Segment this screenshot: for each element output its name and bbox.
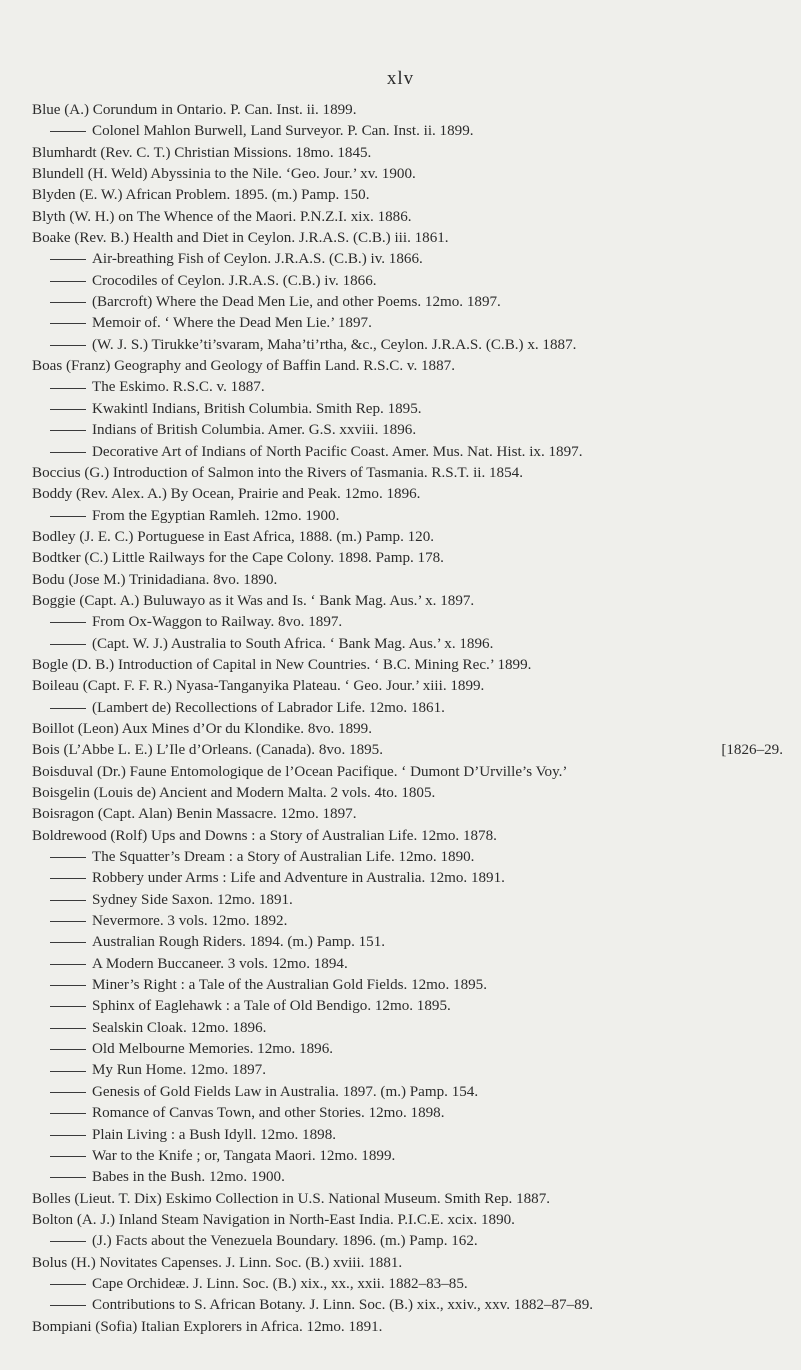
entry-text: Blyden (E. W.) African Problem. 1895. (m.) Pamp. 150.	[32, 187, 370, 204]
ditto-dash	[50, 1241, 86, 1242]
ditto-dash	[50, 452, 86, 453]
bibliography-entry	[32, 868, 783, 889]
ditto-dash	[50, 1006, 86, 1007]
bibliography-entry	[32, 548, 783, 569]
ditto-dash	[50, 259, 86, 260]
entry-text: (J.) Facts about the Venezuela Boundary. 1896. (m.) Pamp. 162.	[92, 1233, 478, 1250]
ditto-dash	[50, 921, 86, 922]
entry-text: Blue (A.) Corundum in Ontario. P. Can. Inst. ii. 1899.	[32, 102, 357, 118]
entry-text: Nevermore. 3 vols. 12mo. 1892.	[92, 913, 288, 930]
entry-text: War to the Knife ; or, Tangata Maori. 12mo. 1899.	[92, 1147, 396, 1164]
entry-text: The Eskimo. R.S.C. v. 1887.	[92, 379, 265, 396]
bibliography-entry	[32, 698, 783, 719]
entry-text: Bolton (A. J.) Inland Steam Navigation in North-East India. P.I.C.E. xcix. 1890.	[32, 1211, 515, 1228]
bibliography-entry	[32, 1317, 783, 1338]
bibliography-entry	[32, 1146, 783, 1167]
ditto-dash	[50, 1113, 86, 1114]
bibliography-entry	[32, 975, 783, 996]
entry-text: Boisgelin (Louis de) Ancient and Modern Malta. 2 vols. 4to. 1805.	[32, 785, 436, 801]
entry-text: Australian Rough Riders. 1894. (m.) Pamp. 151.	[92, 934, 386, 951]
bibliography-entry	[32, 890, 783, 911]
bibliography-entry	[32, 271, 783, 292]
entry-date-range: [1826–29.	[721, 742, 783, 759]
bibliography-entry	[32, 1018, 783, 1039]
bibliography-entry	[32, 164, 783, 185]
bibliography-entry	[32, 847, 783, 868]
entry-text: Bolles (Lieut. T. Dix) Eskimo Collection in U.S. National Museum. Smith Rep. 1887.	[32, 1190, 551, 1207]
entry-text: Decorative Art of Indians of North Pacific Coast. Amer. Mus. Nat. Hist. ix. 1897.	[92, 443, 583, 460]
bibliography-entry	[32, 356, 783, 377]
entry-text: Plain Living : a Bush Idyll. 12mo. 1898.	[92, 1126, 337, 1143]
bibliography-entry	[32, 377, 783, 398]
bibliography-entry	[32, 143, 783, 164]
bibliography-entry	[32, 1082, 783, 1103]
entry-text: Kwakintl Indians, British Columbia. Smith Rep. 1895.	[92, 400, 422, 417]
bibliography-entry	[32, 655, 783, 676]
bibliography-entry	[32, 228, 783, 249]
bibliography-entry	[32, 719, 783, 740]
entry-text: Boileau (Capt. F. F. R.) Nyasa-Tanganyika Plateau. ‘ Geo. Jour.’ xiii. 1899.	[32, 678, 485, 695]
bibliography-entry	[32, 463, 783, 484]
bibliography-entry	[32, 996, 783, 1017]
bibliography-entry	[32, 484, 783, 505]
entry-text: (Capt. W. J.) Australia to South Africa. ‘ Bank Mag. Aus.’ x. 1896.	[92, 635, 494, 652]
entry-text: A Modern Buccaneer. 3 vols. 12mo. 1894.	[92, 955, 348, 972]
entry-text: Boggie (Capt. A.) Buluwayo as it Was and Is. ‘ Bank Mag. Aus.’ x. 1897.	[32, 592, 475, 609]
ditto-dash	[50, 985, 86, 986]
entry-text: Old Melbourne Memories. 12mo. 1896.	[92, 1041, 334, 1058]
bibliography-entry	[32, 804, 783, 825]
ditto-dash	[50, 323, 86, 324]
bibliography-entry	[32, 1167, 783, 1188]
bibliography-entry	[32, 954, 783, 975]
bibliography-entry	[32, 570, 783, 591]
ditto-dash	[50, 409, 86, 410]
ditto-dash	[50, 1284, 86, 1285]
bibliography-entry	[32, 100, 783, 121]
entry-text: Bois (L’Abbe L. E.) L’Ile d’Orleans. (Canada). 8vo. 1895.	[32, 742, 383, 759]
ditto-dash	[50, 622, 86, 623]
entry-text: My Run Home. 12mo. 1897.	[92, 1062, 266, 1079]
entry-text: Boake (Rev. B.) Health and Diet in Ceylon. J.R.A.S. (C.B.) iii. 1861.	[32, 230, 449, 247]
bibliography-entry	[32, 249, 783, 270]
entry-text: Babes in the Bush. 12mo. 1900.	[92, 1169, 285, 1186]
ditto-dash	[50, 964, 86, 965]
bibliography-entry	[32, 1039, 783, 1060]
entry-text: (Barcroft) Where the Dead Men Lie, and other Poems. 12mo. 1897.	[92, 294, 501, 311]
ditto-dash	[50, 1156, 86, 1157]
bibliography-entry	[32, 506, 783, 527]
entry-text: Sealskin Cloak. 12mo. 1896.	[92, 1019, 267, 1036]
entry-text: The Squatter’s Dream : a Story of Australian Life. 12mo. 1890.	[92, 849, 475, 866]
bibliography-entry	[32, 1231, 783, 1252]
entry-text: Sphinx of Eaglehawk : a Tale of Old Bendigo. 12mo. 1895.	[92, 998, 451, 1015]
bibliography-entry	[32, 1125, 783, 1146]
entry-text: Indians of British Columbia. Amer. G.S. xxviii. 1896.	[92, 422, 417, 439]
bibliography-entry	[32, 911, 783, 932]
entry-text: (Lambert de) Recollections of Labrador Life. 12mo. 1861.	[92, 699, 445, 716]
ditto-dash	[50, 1135, 86, 1136]
ditto-dash	[50, 345, 86, 346]
bibliography-entry	[32, 185, 783, 206]
entry-text: From Ox-Waggon to Railway. 8vo. 1897.	[92, 614, 343, 631]
bibliography-entry	[32, 1295, 783, 1316]
bibliography-entry	[32, 932, 783, 953]
bibliography-entry	[32, 121, 783, 142]
entry-text: Blumhardt (Rev. C. T.) Christian Missions. 18mo. 1845.	[32, 144, 372, 161]
entry-text: Boccius (G.) Introduction of Salmon into the Rivers of Tasmania. R.S.T. ii. 1854.	[32, 464, 523, 481]
bibliography-list	[32, 100, 783, 1338]
entry-text: Genesis of Gold Fields Law in Australia. 1897. (m.) Pamp. 154.	[92, 1083, 479, 1100]
entry-text: Bodtker (C.) Little Railways for the Cape Colony. 1898. Pamp. 178.	[32, 550, 444, 567]
ditto-dash	[50, 942, 86, 943]
entry-text: Boas (Franz) Geography and Geology of Baffin Land. R.S.C. v. 1887.	[32, 358, 455, 375]
entry-text: (W. J. S.) Tirukke’ti’svaram, Maha’ti’rtha, &c., Ceylon. J.R.A.S. (C.B.) x. 1887.	[92, 336, 577, 353]
bibliography-entry	[32, 313, 783, 334]
bibliography-entry	[32, 676, 783, 697]
entry-text: Romance of Canvas Town, and other Stories. 12mo. 1898.	[92, 1105, 445, 1122]
bibliography-entry	[32, 826, 783, 847]
bibliography-entry	[32, 591, 783, 612]
bibliography-entry	[32, 1189, 783, 1210]
entry-text: Robbery under Arms : Life and Adventure in Australia. 12mo. 1891.	[92, 870, 505, 887]
ditto-dash	[50, 1092, 86, 1093]
ditto-dash	[50, 1071, 86, 1072]
ditto-dash	[50, 1049, 86, 1050]
ditto-dash	[50, 281, 86, 282]
bibliography-entry	[32, 527, 783, 548]
bibliography-entry	[32, 399, 783, 420]
entry-text: Bodley (J. E. C.) Portuguese in East Africa, 1888. (m.) Pamp. 120.	[32, 528, 435, 545]
entry-text: Colonel Mahlon Burwell, Land Surveyor. P. Can. Inst. ii. 1899.	[92, 123, 474, 140]
ditto-dash	[50, 644, 86, 645]
bibliography-entry	[32, 634, 783, 655]
entry-text: Air-breathing Fish of Ceylon. J.R.A.S. (C.B.) iv. 1866.	[92, 251, 423, 268]
entry-text: Bodu (Jose M.) Trinidadiana. 8vo. 1890.	[32, 571, 278, 588]
ditto-dash	[50, 857, 86, 858]
ditto-dash	[50, 516, 86, 517]
bibliography-entry	[32, 1274, 783, 1295]
entry-text: Bogle (D. B.) Introduction of Capital in New Countries. ‘ B.C. Mining Rec.’ 1899.	[32, 656, 532, 673]
bibliography-entry	[32, 1060, 783, 1081]
ditto-dash	[50, 388, 86, 389]
entry-text: Boisragon (Capt. Alan) Benin Massacre. 12mo. 1897.	[32, 806, 357, 823]
entry-text: Memoir of. ‘ Where the Dead Men Lie.’ 1897.	[92, 315, 372, 332]
bibliography-entry	[32, 207, 783, 228]
bibliography-entry	[32, 335, 783, 356]
bibliography-entry	[32, 612, 783, 633]
entry-text: Miner’s Right : a Tale of the Australian Gold Fields. 12mo. 1895.	[92, 977, 487, 994]
ditto-dash	[50, 1177, 86, 1178]
bibliography-entry	[32, 1253, 783, 1274]
entry-text: Sydney Side Saxon. 12mo. 1891.	[92, 891, 293, 908]
entry-text: Crocodiles of Ceylon. J.R.A.S. (C.B.) iv. 1866.	[92, 272, 377, 289]
ditto-dash	[50, 900, 86, 901]
bibliography-entry	[32, 1210, 783, 1231]
ditto-dash	[50, 302, 86, 303]
entry-text: Contributions to S. African Botany. J. Linn. Soc. (B.) xix., xxiv., xxv. 1882–87–89.	[92, 1297, 594, 1314]
bibliography-entry	[32, 783, 783, 804]
entry-text: Blyth (W. H.) on The Whence of the Maori. P.N.Z.I. xix. 1886.	[32, 208, 412, 225]
entry-text: Blundell (H. Weld) Abyssinia to the Nile. ‘Geo. Jour.’ xv. 1900.	[32, 166, 416, 183]
entry-text: Bompiani (Sofia) Italian Explorers in Africa. 12mo. 1891.	[32, 1318, 383, 1335]
bibliography-entry	[32, 442, 783, 463]
ditto-dash	[50, 878, 86, 879]
bibliography-entry	[32, 1103, 783, 1124]
bibliography-entry	[32, 740, 783, 761]
ditto-dash	[50, 131, 86, 132]
page-number: xlv	[386, 68, 415, 89]
ditto-dash	[50, 430, 86, 431]
bibliography-entry	[32, 420, 783, 441]
ditto-dash	[50, 708, 86, 709]
bibliography-entry	[32, 292, 783, 313]
entry-text: Boisduval (Dr.) Faune Entomologique de l’Ocean Pacifique. ‘ Dumont D’Urville’s Voy.’	[32, 763, 568, 780]
ditto-dash	[50, 1305, 86, 1306]
entry-text: Bolus (H.) Novitates Capenses. J. Linn. Soc. (B.) xviii. 1881.	[32, 1254, 403, 1271]
bibliography-entry	[32, 762, 783, 783]
entry-text: Boldrewood (Rolf) Ups and Downs : a Story of Australian Life. 12mo. 1878.	[32, 827, 497, 844]
entry-text: From the Egyptian Ramleh. 12mo. 1900.	[92, 507, 340, 524]
entry-text: Cape Orchideæ. J. Linn. Soc. (B.) xix., xx., xxii. 1882–83–85.	[92, 1275, 468, 1292]
entry-text: Boddy (Rev. Alex. A.) By Ocean, Prairie and Peak. 12mo. 1896.	[32, 486, 421, 503]
ditto-dash	[50, 1028, 86, 1029]
entry-text: Boillot (Leon) Aux Mines d’Or du Klondike. 8vo. 1899.	[32, 720, 372, 737]
